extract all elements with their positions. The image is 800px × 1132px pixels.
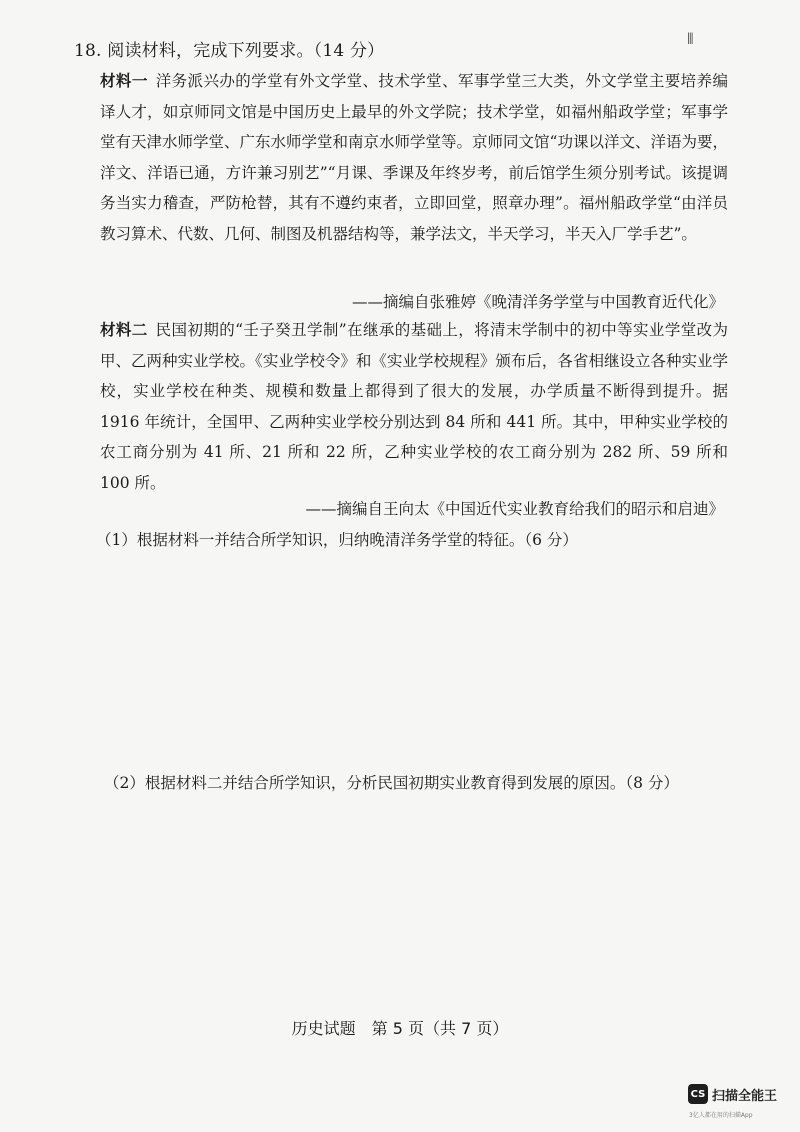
corner-mark: ⦀: [687, 30, 694, 48]
scanner-tagline: 3亿人都在用的扫描App: [689, 1112, 753, 1119]
camscanner-logo-icon: CS: [688, 1084, 708, 1104]
material-one-text: 洋务派兴办的学堂有外文学堂、技术学堂、军事学堂三大类，外文学堂主要培养编译人才，如京师同文馆是中国历史上最早的外文学院；技术学堂，如福州船政学堂；军事学堂有天津水师学堂、广东水师学堂和南京水师学堂等。京师同文馆“功课以洋文、洋语为要，洋文、洋语已通，方许兼习别艺”“月课、季课及年终岁考，前后馆学生须分别考试。该提调务当实力稽查，严防枪替，其有不遵约束者，立即回堂，照章办理”。福州船政学堂“由洋员教习算术、代数、几何、制图及机器结构等，兼学法文，半天学习，半天入厂学手艺”。: [100, 72, 728, 243]
sub-question-1: （1）根据材料一并结合所学知识，归纳晚清洋务学堂的特征。（6 分）: [96, 531, 578, 549]
material-two-text: 民国初期的“壬子癸丑学制”在继承的基础上，将清末学制中的初中等实业学堂改为甲、乙两种实业学校。《实业学校令》和《实业学校规程》颁布后，各省相继设立各种实业学校，实业学校在种类、规模和数量上都得到了很大的发展，办学质量不断得到提升。据 1916 年统计，全国甲、乙两种实业学校分别达到 84 所和 441 所。其中，甲种实业学校的农工商分别为 41 所、21 所和 22 所，乙种实业学校的农工商分别为 282 所、59 所和 100 所。: [100, 321, 728, 492]
material-two-source: ——摘编自王向太《中国近代实业教育给我们的昭示和启迪》: [305, 500, 724, 518]
material-two: [100, 315, 728, 499]
material-one-label: 材料一: [100, 71, 148, 90]
question-title: 18. 阅读材料，完成下列要求。（14 分）: [74, 41, 385, 61]
material-one: [100, 66, 728, 250]
page-footer: [0, 1016, 800, 1039]
scanner-watermark: [688, 1084, 777, 1104]
footer-page-number: 第 5 页（共 7 页）: [371, 1019, 509, 1038]
scanner-app-name: 扫描全能王: [712, 1088, 778, 1104]
material-two-label: 材料二: [100, 320, 148, 339]
footer-subject: 历史试题: [291, 1019, 356, 1038]
material-one-source: ——摘编自张雅婷《晚清洋务学堂与中国教育近代化》: [351, 293, 724, 311]
sub-question-2: （2）根据材料二并结合所学知识，分析民国初期实业教育得到发展的原因。（8 分）: [104, 774, 679, 792]
